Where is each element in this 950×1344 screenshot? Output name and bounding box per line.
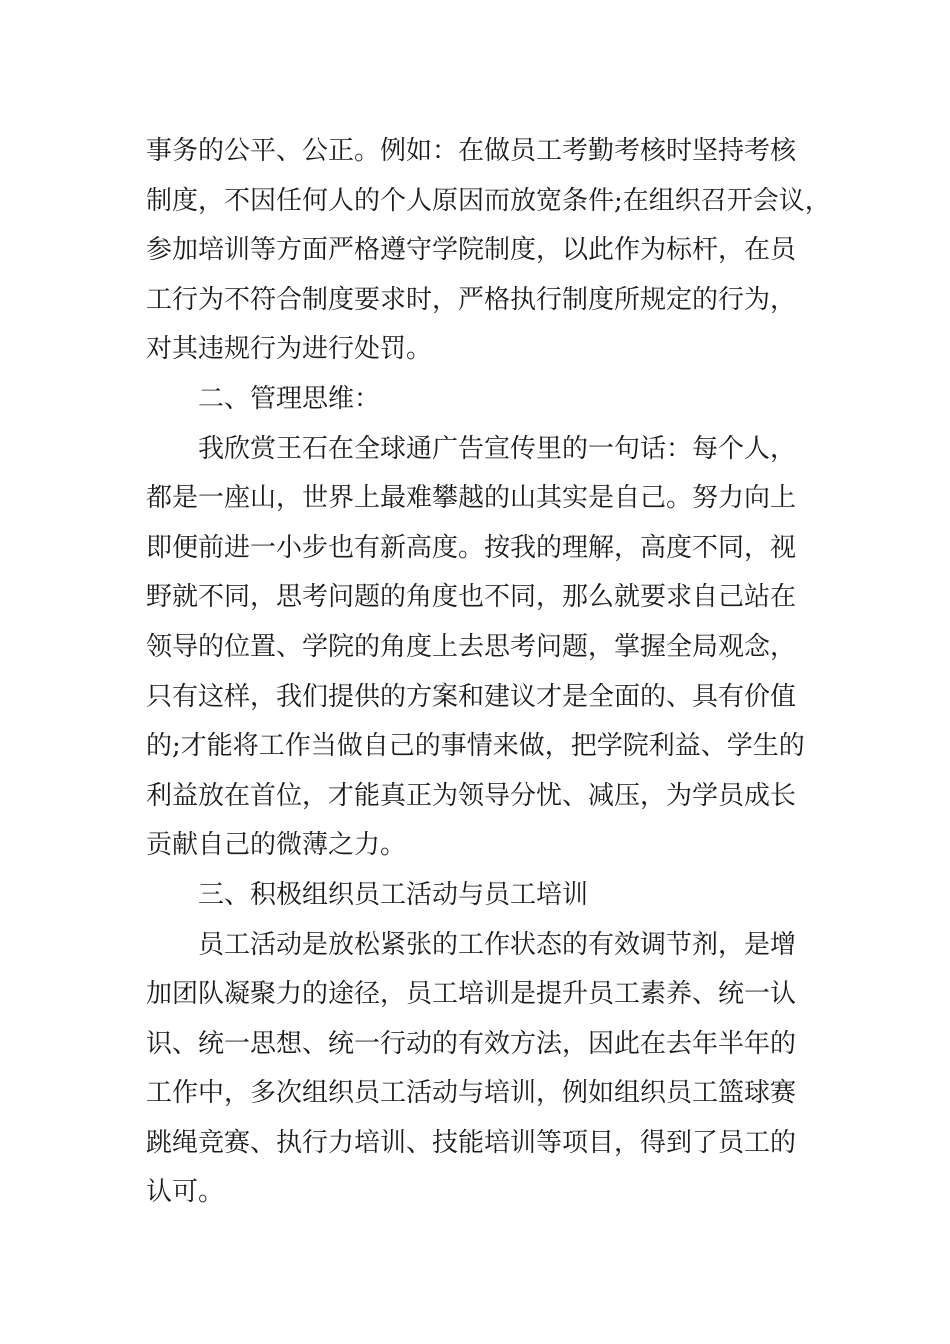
- text-line: 利益放在首位，才能真正为领导分忧、减压，为学员成长: [146, 780, 797, 811]
- text-line: 即便前进一小步也有新高度。按我的理解，高度不同，视: [146, 532, 797, 563]
- text-line: 工行为不符合制度要求时，严格执行制度所规定的行为，: [146, 284, 797, 315]
- document-body: [146, 127, 836, 1218]
- text-line: 参加培训等方面严格遵守学院制度，以此作为标杆，在员: [146, 235, 797, 266]
- text-line: 制度，不因任何人的个人原因而放宽条件;在组织召开会议，: [146, 185, 831, 216]
- text-line: 工作中，多次组织员工活动与培训，例如组织员工篮球赛: [146, 1078, 797, 1109]
- text-line: 只有这样，我们提供的方案和建议才是全面的、具有价值: [146, 681, 797, 712]
- paragraph-start-line: 员工活动是放松紧张的工作状态的有效调节剂，是增: [198, 929, 797, 960]
- text-line: 认可。: [146, 1177, 225, 1208]
- paragraph-start-line: 我欣赏王石在全球通广告宣传里的一句话：每个人，: [198, 433, 797, 464]
- paragraph-start-line: 二、管理思维：: [198, 383, 381, 414]
- text-line: 领导的位置、学院的角度上去思考问题，掌握全局观念，: [146, 631, 797, 662]
- paragraph-start-line: 三、积极组织员工活动与员工培训: [198, 879, 589, 910]
- text-line: 加团队凝聚力的途径，员工培训是提升员工素养、统一认: [146, 979, 797, 1010]
- text-line: 野就不同，思考问题的角度也不同，那么就要求自己站在: [146, 582, 797, 613]
- text-line: 贡献自己的微薄之力。: [146, 830, 407, 861]
- text-line: 识、统一思想、统一行动的有效方法，因此在去年半年的: [146, 1028, 797, 1059]
- text-line: 事务的公平、公正。例如：在做员工考勤考核时坚持考核: [146, 136, 797, 166]
- text-line: 的;才能将工作当做自己的事情来做，把学院利益、学生的: [146, 731, 805, 762]
- text-line: 都是一座山，世界上最难攀越的山其实是自己。努力向上: [146, 483, 797, 514]
- text-line: 跳绳竞赛、执行力培训、技能培训等项目，得到了员工的: [146, 1127, 797, 1158]
- text-line: 对其违规行为进行处罚。: [146, 334, 433, 365]
